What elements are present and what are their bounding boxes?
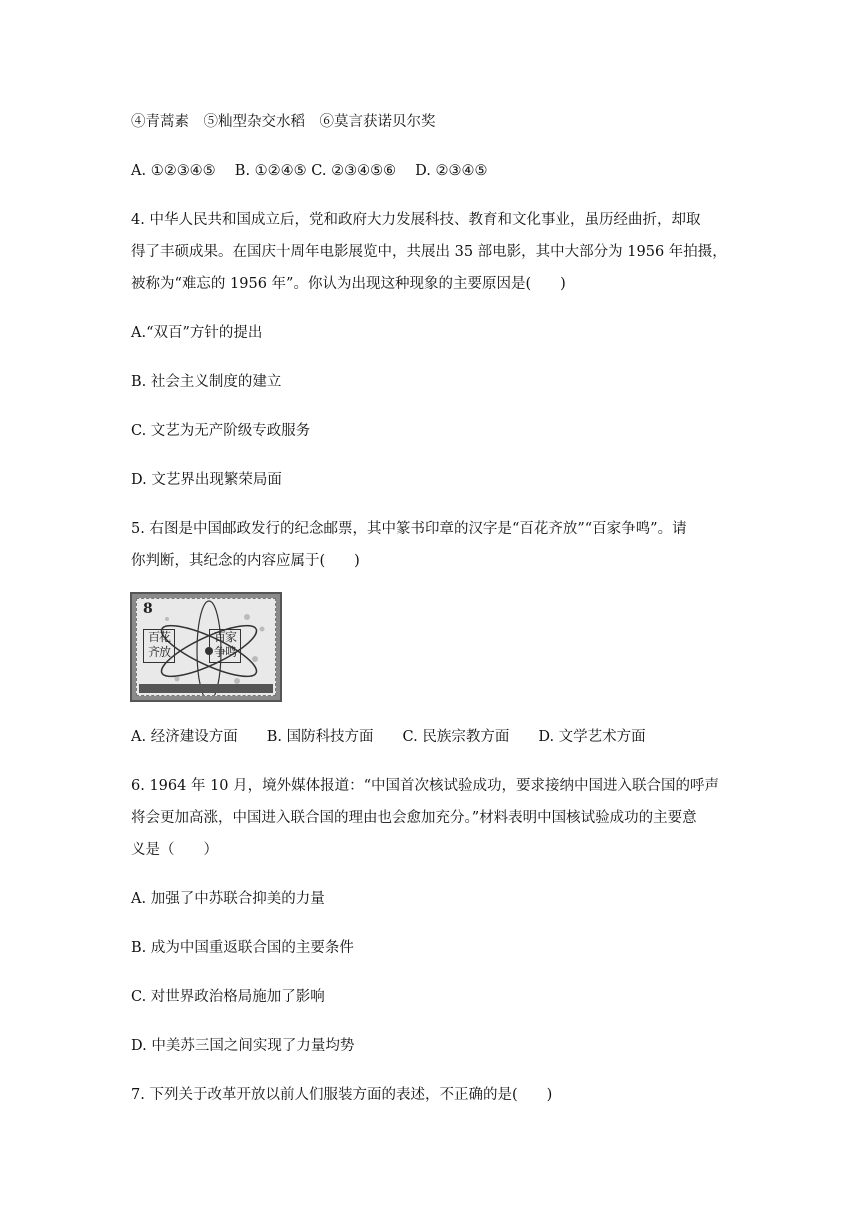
text-line: A.“双百”方针的提出	[131, 325, 263, 341]
text-line: 你判断，其纪念的内容应属于( )	[131, 553, 360, 569]
text-line: 将会更加高涨，中国进入联合国的理由也会愈加充分。”材料表明中国核试验成功的主要意	[131, 810, 697, 826]
text-line: D. 中美苏三国之间实现了力量均势	[131, 1038, 355, 1054]
text-line: 义是（ ）	[131, 842, 218, 858]
text-line: 7. 下列关于改革开放以前人们服装方面的表述，不正确的是( )	[131, 1087, 553, 1103]
stamp-seal-right: 百家争鸣	[209, 629, 241, 663]
text-line: C. 对世界政治格局施加了影响	[131, 989, 325, 1005]
text-line: 4. 中华人民共和国成立后，党和政府大力发展科技、教育和文化事业，虽历经曲折，却取	[131, 212, 701, 228]
text-line: C. 文艺为无产阶级专政服务	[131, 423, 311, 439]
stamp-denomination: 8	[143, 601, 153, 617]
text-line: 被称为“难忘的 1956 年”。你认为出现这种现象的主要原因是( )	[131, 276, 566, 292]
text-line: D. 文艺界出现繁荣局面	[131, 472, 282, 488]
stamp-seal-left: 百花齐放	[143, 629, 175, 663]
stamp-artwork	[136, 598, 276, 696]
text-line: 5. 右图是中国邮政发行的纪念邮票，其中篆书印章的汉字是“百花齐放”“百家争鸣”。请	[131, 521, 687, 537]
text-line: A. 经济建设方面 B. 国防科技方面 C. 民族宗教方面 D. 文学艺术方面	[131, 729, 646, 745]
commemorative-stamp-image	[130, 592, 282, 702]
text-line: A. ①②③④⑤ B. ①②④⑤ C. ②③④⑤⑥ D. ②③④⑤	[131, 163, 488, 179]
text-line: B. 成为中国重返联合国的主要条件	[131, 940, 354, 956]
text-line: B. 社会主义制度的建立	[131, 374, 282, 390]
text-line: ④青蒿素 ⑤籼型杂交水稻 ⑥莫言获诺贝尔奖	[131, 114, 436, 130]
text-line: 6. 1964 年 10 月，境外媒体报道：“中国首次核试验成功，要求接纳中国进入联合国的呼声	[131, 778, 720, 794]
stamp-caption-strip	[139, 684, 273, 693]
text-line: A. 加强了中苏联合抑美的力量	[131, 891, 325, 907]
text-line: 得了丰硕成果。在国庆十周年电影展览中，共展出 35 部电影，其中大部分为 1956 年拍摄，	[131, 244, 727, 260]
